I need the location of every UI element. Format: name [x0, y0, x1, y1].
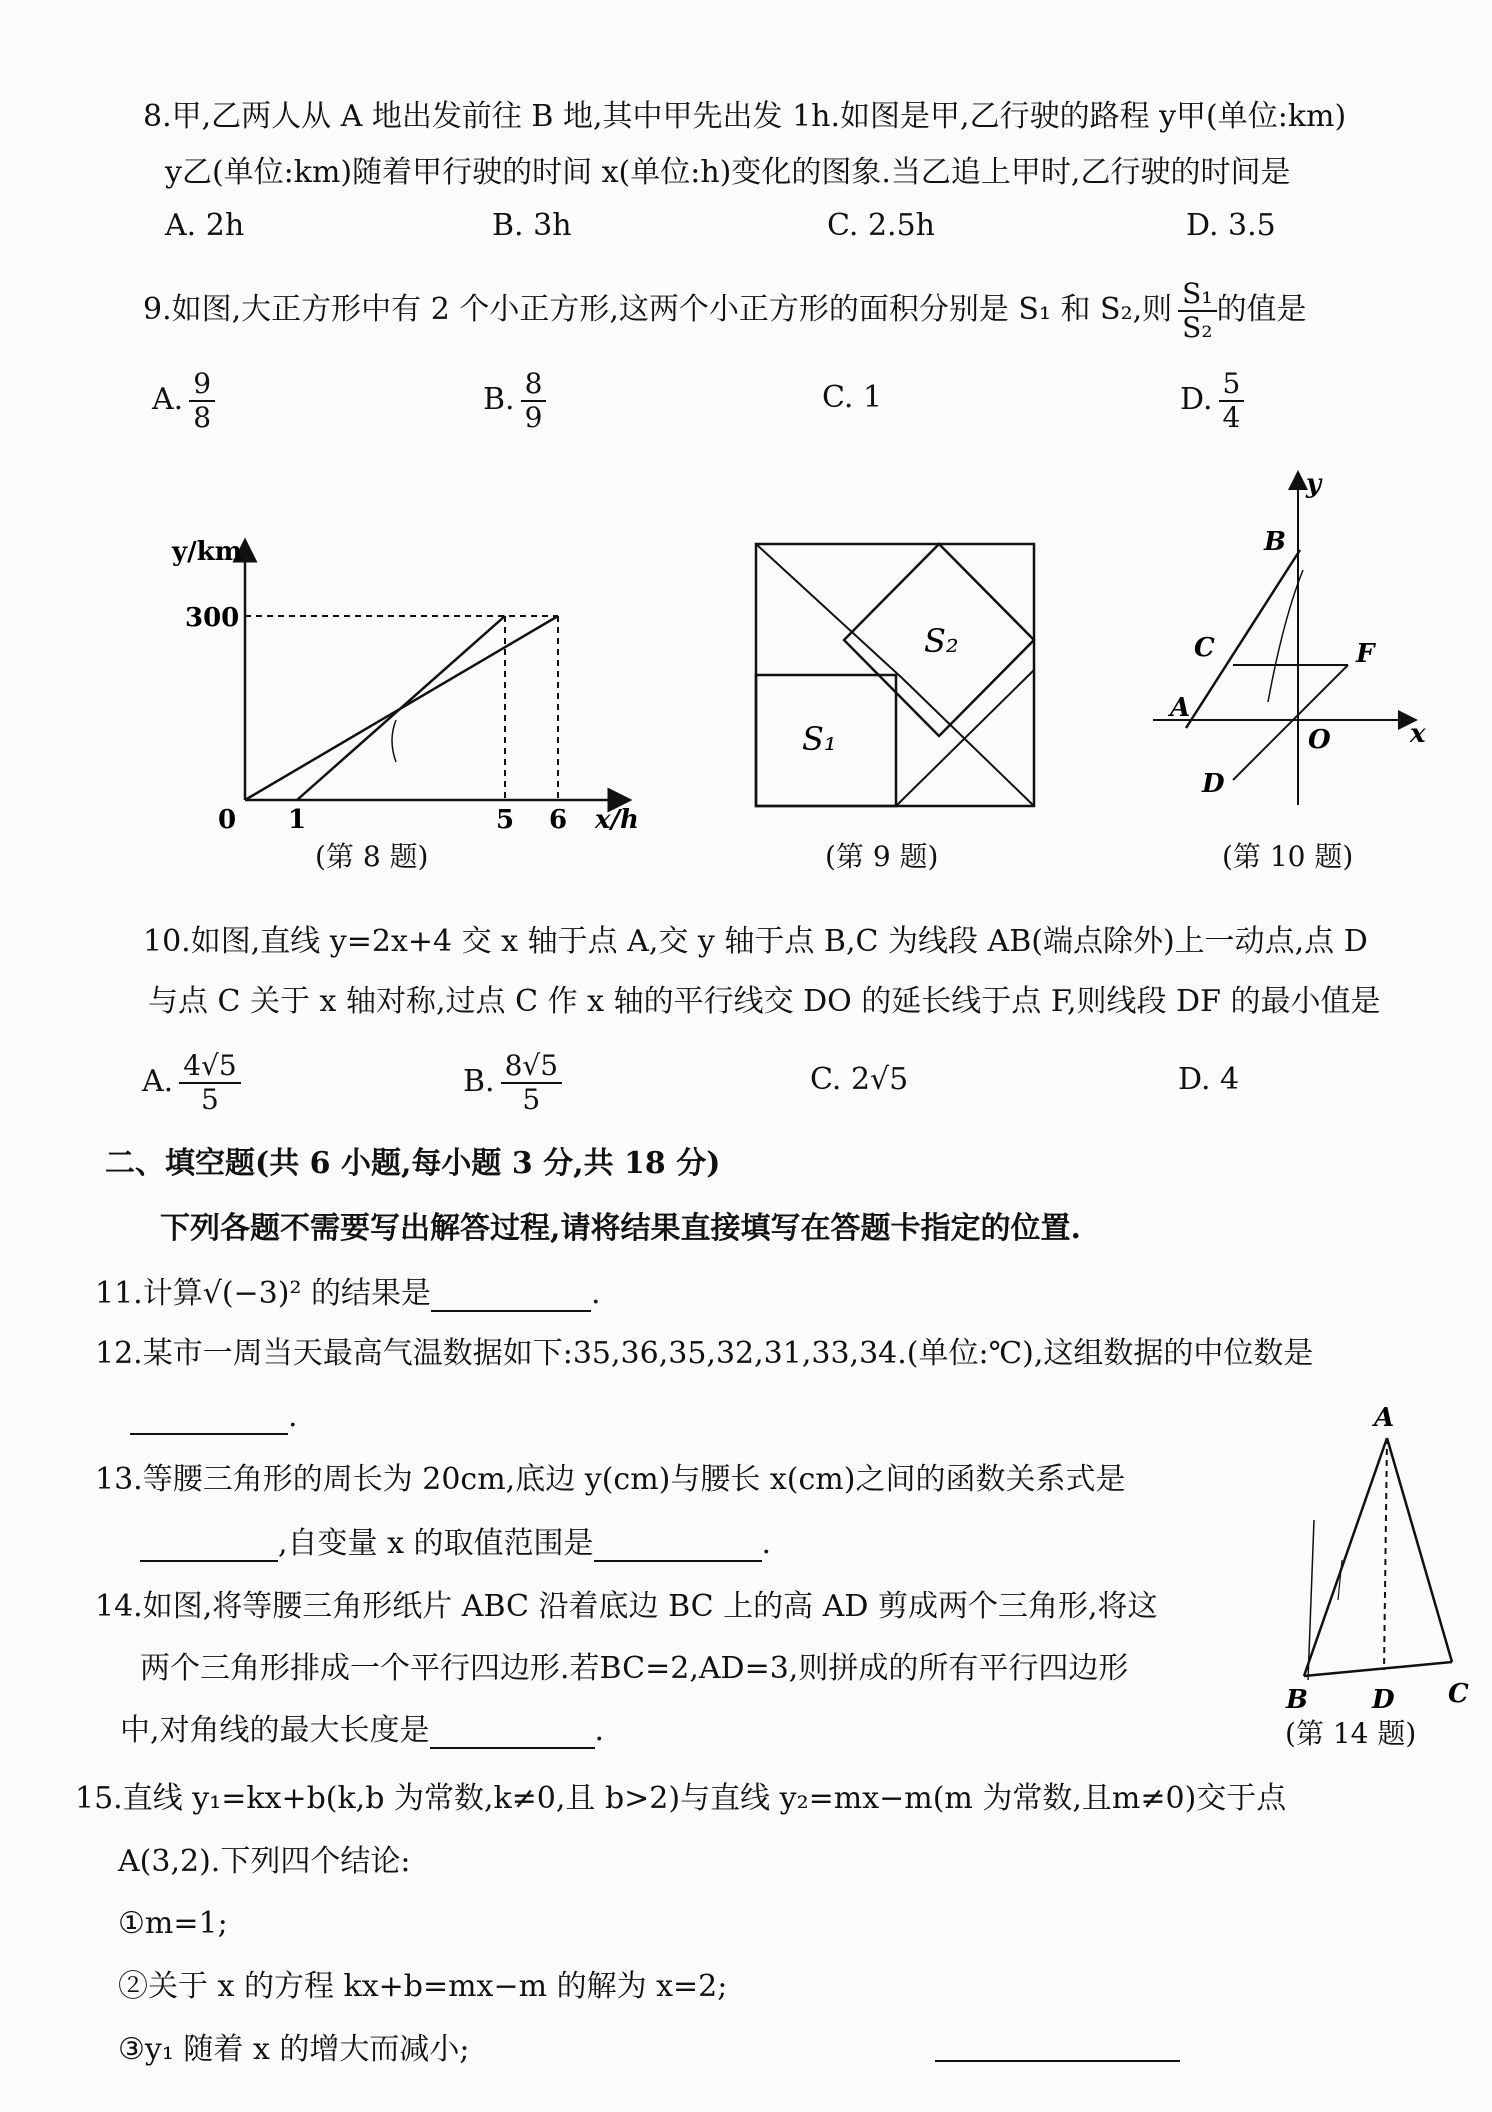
- q10-option-b-label: B.: [463, 1064, 495, 1100]
- q12-text: 12.某市一周当天最高气温数据如下:35,36,35,32,31,33,34.(单位:℃),这组数据的中位数是: [95, 1336, 1314, 1371]
- fig14-base-bc: [1304, 1662, 1452, 1676]
- q10-option-b-num: 8√5: [501, 1050, 562, 1084]
- q9-option-d: [1180, 368, 1244, 434]
- q9-option-b-num: 8: [521, 368, 547, 402]
- q9-stem: 9.如图,大正方形中有 2 个小正方形,这两个小正方形的面积分别是 S₁ 和 S₂,则: [143, 292, 1173, 328]
- fig8-x-tick-6: 6: [549, 805, 568, 830]
- q14-line-3: [120, 1712, 604, 1749]
- q13-end: .: [761, 1526, 772, 1561]
- fig8-line-yi: [297, 616, 505, 800]
- fig9-diagonal-top: [756, 544, 902, 678]
- q14-answer-blank[interactable]: [430, 1712, 595, 1749]
- q10-option-a-den: 5: [201, 1083, 219, 1117]
- q13-function-blank[interactable]: [140, 1525, 278, 1562]
- q9-option-d-den: 4: [1222, 401, 1241, 435]
- q9-option-a-fraction: [189, 368, 215, 434]
- q9-option-b: [483, 368, 546, 434]
- q9-option-a-label: A.: [152, 382, 184, 418]
- q15-line-1: 15.直线 y₁=kx+b(k,b 为常数,k≠0,且 b>2)与直线 y₂=mx−m(m 为常数,且m≠0)交于点: [75, 1781, 1287, 1816]
- q11-end: .: [591, 1276, 601, 1311]
- q15-answer-blank[interactable]: [935, 2060, 1180, 2062]
- q10-line-2: 与点 C 关于 x 轴对称,过点 C 作 x 轴的平行线交 DO 的延长线于点 F,则线段 DF 的最小值是: [148, 984, 1381, 1019]
- fig8-pencil-mark: [392, 720, 396, 762]
- figure-9-squares: [752, 540, 1042, 812]
- q9-option-c: C. 1: [822, 380, 883, 415]
- q10-option-b: [463, 1050, 562, 1116]
- fig14-point-d: D: [1372, 1685, 1395, 1710]
- q14-line-3-text: 中,对角线的最大长度是: [120, 1713, 430, 1748]
- q13-line-2: [140, 1525, 771, 1562]
- fig14-caption: (第 14 题): [1285, 1717, 1417, 1750]
- q15-line-2: A(3,2).下列四个结论:: [118, 1844, 411, 1879]
- q8-option-a: A. 2h: [165, 208, 245, 243]
- q10-line-1: 10.如图,直线 y=2x+4 交 x 轴于点 A,交 y 轴于点 B,C 为线段 AB(端点除外)上一动点,点 D: [143, 924, 1368, 959]
- q9-ratio-denominator: S₂: [1182, 311, 1213, 345]
- fig14-point-c: C: [1448, 1679, 1469, 1709]
- q14-line-2: 两个三角形排成一个平行四边形.若BC=2,AD=3,则拼成的所有平行四边形: [140, 1651, 1129, 1686]
- fig10-point-b: B: [1264, 527, 1286, 557]
- q9-option-d-num: 5: [1219, 368, 1245, 402]
- q10-option-c: C. 2√5: [810, 1062, 909, 1097]
- q10-option-a-fraction: [179, 1050, 240, 1116]
- section-2-instruction: 下列各题不需要写出解答过程,请将结果直接填写在答题卡指定的位置.: [160, 1211, 1081, 1246]
- fig9-diagonal-bottom: [902, 678, 1034, 806]
- fig14-point-a: A: [1374, 1403, 1395, 1433]
- fig8-caption: (第 8 题): [315, 840, 429, 873]
- q9-option-a-num: 9: [189, 368, 215, 402]
- q12-answer-line: [130, 1398, 298, 1435]
- fig10-point-o: O: [1308, 725, 1331, 755]
- fig8-y-tick-300: 300: [185, 603, 240, 633]
- fig10-x-label: x: [1410, 719, 1426, 749]
- fig9-s1-label: S₁: [802, 720, 837, 758]
- fig8-y-label: y/km: [172, 537, 243, 567]
- q9-ratio-fraction: [1178, 278, 1216, 344]
- q9-option-a-den: 8: [193, 401, 212, 435]
- q8-line-1: 8.甲,乙两人从 A 地出发前往 B 地,其中甲先出发 1h.如图是甲,乙行驶的路程 y甲(单位:km): [143, 99, 1347, 134]
- fig14-side-ab: [1304, 1438, 1387, 1676]
- fig10-caption: (第 10 题): [1222, 840, 1354, 873]
- q8-line-2: y乙(单位:km)随着甲行驶的时间 x(单位:h)变化的图象.当乙追上甲时,乙行驶的时间是: [165, 155, 1291, 190]
- q10-option-b-fraction: [501, 1050, 562, 1116]
- fig14-side-ac: [1387, 1438, 1452, 1662]
- q10-option-b-den: 5: [522, 1083, 541, 1117]
- figure-14-triangle: [1272, 1390, 1482, 1710]
- q9-text: [143, 278, 1307, 344]
- q12-end: .: [288, 1399, 298, 1434]
- q9-option-a: [152, 368, 215, 434]
- fig9-corner: [892, 544, 1034, 640]
- fig10-y-label: y: [1306, 470, 1322, 499]
- q11: [95, 1275, 601, 1312]
- section-2-title: 二、填空题(共 6 小题,每小题 3 分,共 18 分): [105, 1146, 721, 1181]
- fig10-segment-df: [1233, 665, 1348, 780]
- q9-option-d-fraction: [1219, 368, 1245, 434]
- q14-line-1: 14.如图,将等腰三角形纸片 ABC 沿着底边 BC 上的高 AD 剪成两个三角形,将这: [95, 1589, 1158, 1624]
- fig10-point-f: F: [1356, 639, 1375, 669]
- q9-ratio-numerator: S₁: [1178, 278, 1216, 312]
- fig10-point-c: C: [1194, 633, 1215, 663]
- q9-option-b-fraction: [521, 368, 547, 434]
- q15-conclusion-1: ①m=1;: [118, 1906, 228, 1941]
- q10-option-a-num: 4√5: [179, 1050, 240, 1084]
- q14-end: .: [594, 1713, 605, 1748]
- q11-answer-blank[interactable]: [431, 1275, 591, 1312]
- fig14-height-ad: [1384, 1438, 1387, 1670]
- fig8-x-label: x/h: [595, 805, 639, 830]
- q13-mid: ,自变量 x 的取值范围是: [278, 1526, 594, 1561]
- fig8-x-tick-1: 1: [288, 805, 307, 830]
- fig10-point-d: D: [1202, 769, 1225, 799]
- q12-answer-blank[interactable]: [130, 1398, 288, 1435]
- q9-option-d-label: D.: [1180, 382, 1213, 418]
- q10-option-a: [142, 1050, 241, 1116]
- fig8-x-tick-5: 5: [496, 805, 515, 830]
- figure-8-graph: [150, 530, 670, 830]
- q10-option-d: D. 4: [1178, 1062, 1240, 1097]
- fig14-point-b: B: [1286, 1685, 1308, 1710]
- fig9-s2-label: S₂: [924, 622, 959, 660]
- q13-range-blank[interactable]: [594, 1525, 762, 1562]
- q8-option-c: C. 2.5h: [827, 208, 935, 243]
- q9-option-b-label: B.: [483, 382, 515, 418]
- fig8-origin: 0: [218, 805, 237, 830]
- q9-option-b-den: 9: [524, 401, 543, 435]
- q8-option-d: D. 3.5: [1186, 208, 1276, 243]
- q15-conclusion-2: ②关于 x 的方程 kx+b=mx−m 的解为 x=2;: [118, 1969, 728, 2004]
- q15-conclusion-3: ③y₁ 随着 x 的增大而减小;: [118, 2032, 470, 2067]
- q11-text: 11.计算√(−3)² 的结果是: [95, 1276, 432, 1311]
- q13-line-1: 13.等腰三角形的周长为 20cm,底边 y(cm)与腰长 x(cm)之间的函数关系式是: [95, 1462, 1126, 1497]
- fig10-point-a: A: [1170, 693, 1191, 723]
- figure-10-graph: [1148, 470, 1438, 810]
- q10-option-a-label: A.: [142, 1064, 174, 1100]
- fig9-caption: (第 9 题): [825, 840, 939, 873]
- q9-stem-end: 的值是: [1216, 292, 1307, 328]
- q8-option-b: B. 3h: [492, 208, 572, 243]
